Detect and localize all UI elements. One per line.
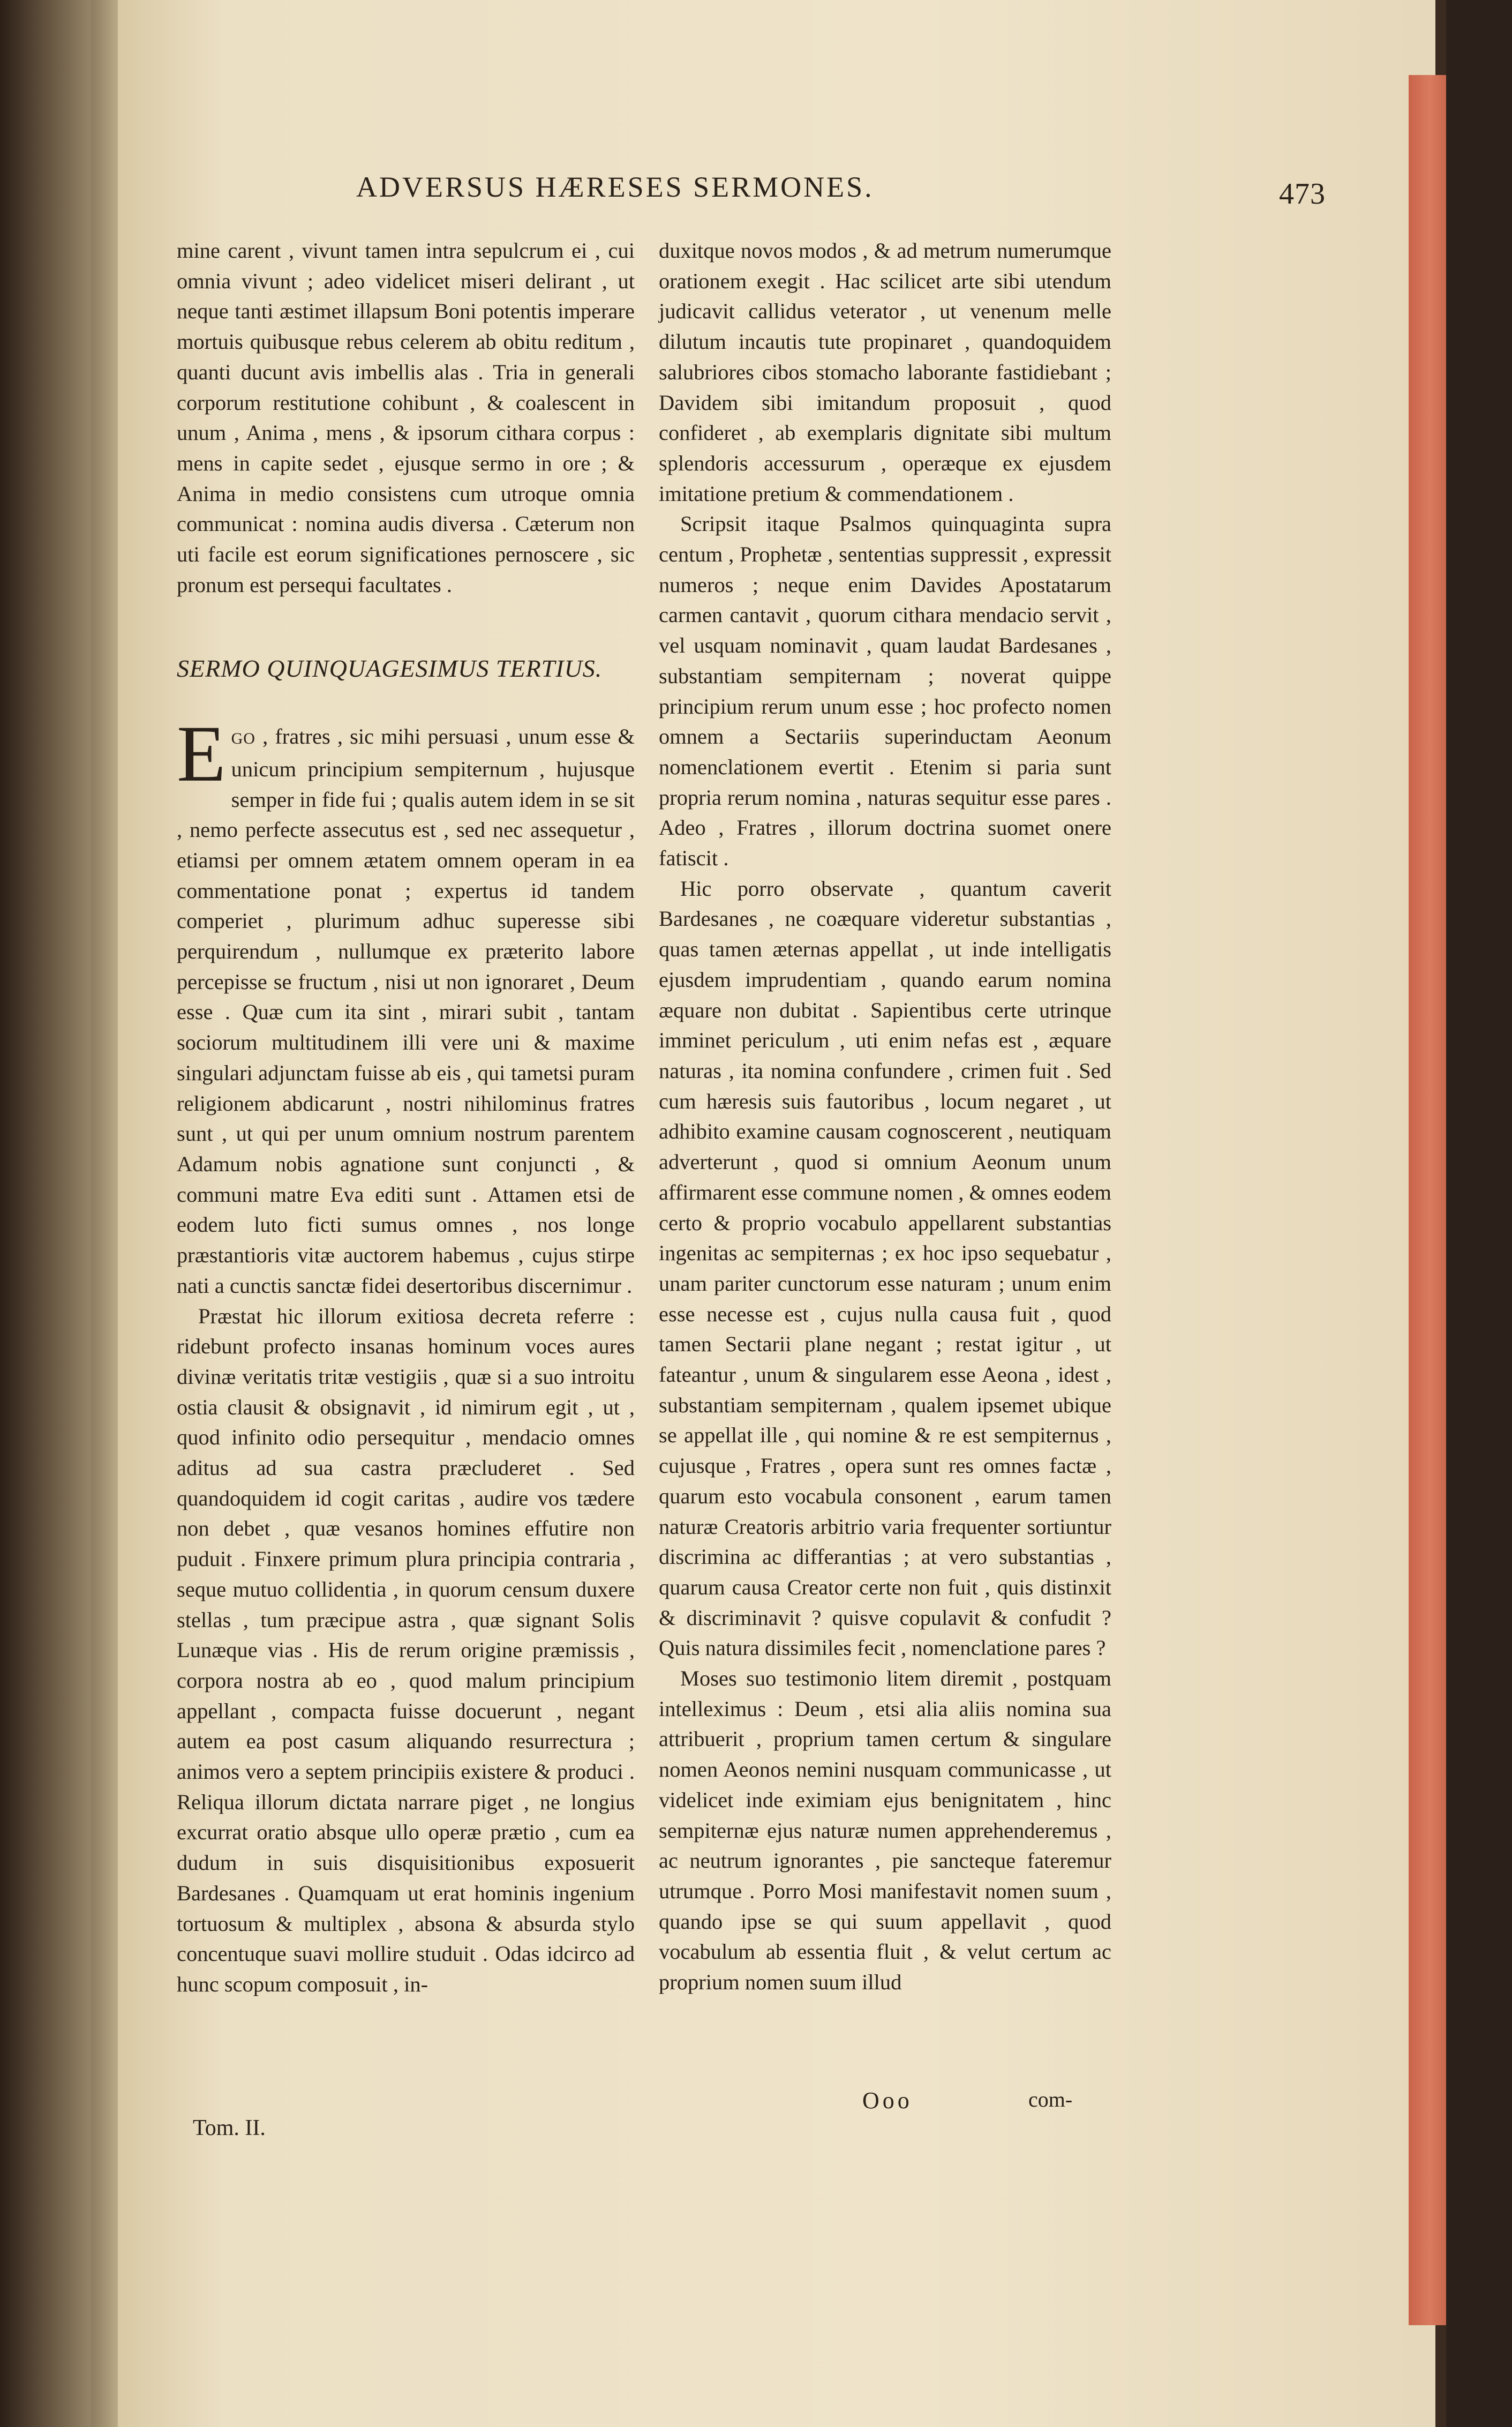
- paragraph: Moses suo testimonio litem diremit , postquam intelleximus : Deum , etsi alia aliis nomina sua attribuerit , proprium tamen certum & singulare nomen Aeonos nemini nusquam communicasse , ut videlicet inde eximiam ejus benignitatem , hinc sempiternæ ejus naturæ numen apprehenderemus , ac neutrum ignorantes , pie sancteque fateremur utrumque . Porro Mosi manifestavit nomen suum , quando ipse se qui suum appellavit , quod vocabulum ab essentia fluit , & velut certum ac proprium nomen suum illud: [659, 1666, 1111, 1995]
- page-header: [356, 170, 1374, 219]
- page-number: 473: [1279, 177, 1326, 211]
- paragraph-opening: [177, 709, 635, 1301]
- signature-mark: Ooo: [862, 2087, 913, 2114]
- background-shadow: [1446, 0, 1512, 2427]
- paragraph: Scripsit itaque Psalmos quinquaginta supra centum , Prophetæ , sententias suppressit , expressit numeros ; neque enim Davides Apostatarum carmen cantavit , quorum cithara mendacio servit , vel usquam nominavit , quam laudat Bardesanes , substantiam sempiternam ; noverat quippe principium rerum unum esse ; hoc profecto nomen omnem a Sectariis superinductam Aeonum nomenclationem evertit . Etenim si paria sunt propria rerum nomina , naturas sequitur esse pares . Adeo , Fratres , illorum doctrina suomet onere fatiscit .: [659, 512, 1111, 871]
- volume-mark: Tom. II.: [193, 2116, 266, 2140]
- paragraph-text: , fratres , sic mihi persuasi , unum esse & unicum principium sempiternum , hujusque semper in fide fui ; qualis autem idem in se sit , nemo perfecte assecutus est , sed nec assequetur , etiamsi per omnem ætatem omnem operam in ea commentatione ponat ; expertus id tandem comperiet , plurimum adhuc superesse sibi perquirendum , nullumque ex præterito labore percepisse se fructum , nisi ut non ignoraret , Deum esse . Quæ cum ita sint , mirari subit , tantam sociorum multitudinem illi vere uni & maxime singulari adjunctam fuisse ab eis , qui tametsi puram religionem abdicarunt , nostri nihilominus fratres sunt , ut qui per unum omnium nostrum parentem Adamum nobis agnatione sunt conjuncti , & communi matre Eva editi sunt . Attamen etsi de eodem luto ficti sumus omnes , nos longe præstantioris vitæ auctorem habemus , cujus stirpe nati a cunctis sanctæ fidei desertoribus discernimur .: [177, 724, 635, 1298]
- paragraph: duxitque novos modos , & ad metrum numerumque orationem exegit . Hac scilicet arte sibi utendum judicavit callidus veterator , ut venenum melle dilutum incautis tute propinaret , quandoquidem salubriores cibos stomacho laborante fastidiebant ; Davidem sibi imitandum proposuit , quod confideret , ab exemplaris dignitate sibi multum splendoris accessurum , operæque ex ejusdem imitatione pretium & commendationem .: [659, 238, 1111, 506]
- opening-word: GO: [231, 730, 255, 748]
- running-head: ADVERSUS HÆRESES SERMONES.: [356, 171, 874, 203]
- paragraph: mine carent , vivunt tamen intra sepulcrum ei , cui omnia vivunt ; adeo videlicet miseri delirant , ut neque tanti æstimet illapsum Boni potentis imperare mortuis quibusque rebus celerem ab obitu reditum , quanti ducunt avis imbellis alas . Tria in generali corporum restitutione cohibunt , & coalescent in unum , Anima , mens , & ipsorum cithara corpus : mens in capite sedet , ejusque sermo in ore ; & Anima in medio consistens cum utroque omnia communicat : nomina audis diversa . Cæterum non uti facile est eorum significationes pernoscere , sic pronum est persequi facultates .: [177, 238, 635, 597]
- catchword: com-: [1028, 2087, 1073, 2111]
- paragraph: Præstat hic illorum exitiosa decreta referre : ridebunt profecto insanas hominum voces aures divinæ veritatis tritæ vestigiis , quæ si a suo introitu ostia clausit & obsignavit , id nimirum egit , ut , quod infinito odio persequitur , mendacio omnes aditus ad sua castra præcluderet . Sed quandoquidem id cogit caritas , audire vos tædere non debet , quæ vesanos homines effutire non puduit . Finxere primum plura principia contraria , seque mutuo collidentia , in quorum censum duxere stellas , tum præcipue astra , quæ signant Solis Lunæque vias . His de rerum origine præmissis , corpora nostra ab eo , quod malum principium appellant , compacta fuisse docuerunt , negant autem ea post casum aliquando resurrectura ; animos vero a septem principiis existere & produci . Reliqua illorum dictata narrare piget , ne longius excurrat oratio absque ullo operæ prætio , cum ea dudum in suis disquisitionibus exposuerit Bardesanes . Quamquam ut erat hominis ingenium tortuosum & multiplex , absona & absurda stylo concentuque suavi mollire studuit . Odas idcirco ad hunc scopum composuit , in-: [177, 1304, 635, 1996]
- sermon-heading: SERMO QUINQUAGESIMUS TERTIUS.: [177, 655, 603, 683]
- right-column: [659, 236, 1111, 1998]
- left-column: [177, 236, 635, 2000]
- drop-capital: E: [177, 709, 226, 799]
- paragraph: Hic porro observate , quantum caverit Bardesanes , ne coæquare videretur substantias , quas tamen æternas appellat , ut inde intelligatis ejusdem imprudentiam , quando earum nomina æquare non dubitat . Sapientibus certe utrinque imminet periculum , uti enim nefas est , æquare naturas , ita nomina confundere , crimen fuit . Sed cum hæresis suis fautoribus , locum negaret , ut adhibito examine causam cognoscerent , neutiquam adverterunt , quod si omnium Aeonum unum affirmarent esse commune nomen , & omnes eodem certo & proprio vocabulo appellarent substantias ingenitas ac sempiternas ; ex hoc ipso sequebatur , unam pariter cunctorum esse naturam ; unum enim esse necesse est , cujus nulla causa fuit , quod tamen Sectarii plane negant ; restat igitur , ut fateantur , unum & singularem esse Aeona , idest , substantiam sempiternam , qualem ipsemet ubique se appellat ille , qui nomine & re est sempiternus , cujusque , Fratres , opera sunt res omnes factæ , quarum esto vocabula consonent , earum tamen naturæ Creatoris arbitrio varia frequenter sortiuntur discrimina ac differantias ; at vero substantias , quarum causa Creator certe non fuit , quis distinxit & discriminavit ? quisve copulavit & confudit ? Quis natura dissimiles fecit , nomenclatione pares ?: [659, 876, 1112, 1660]
